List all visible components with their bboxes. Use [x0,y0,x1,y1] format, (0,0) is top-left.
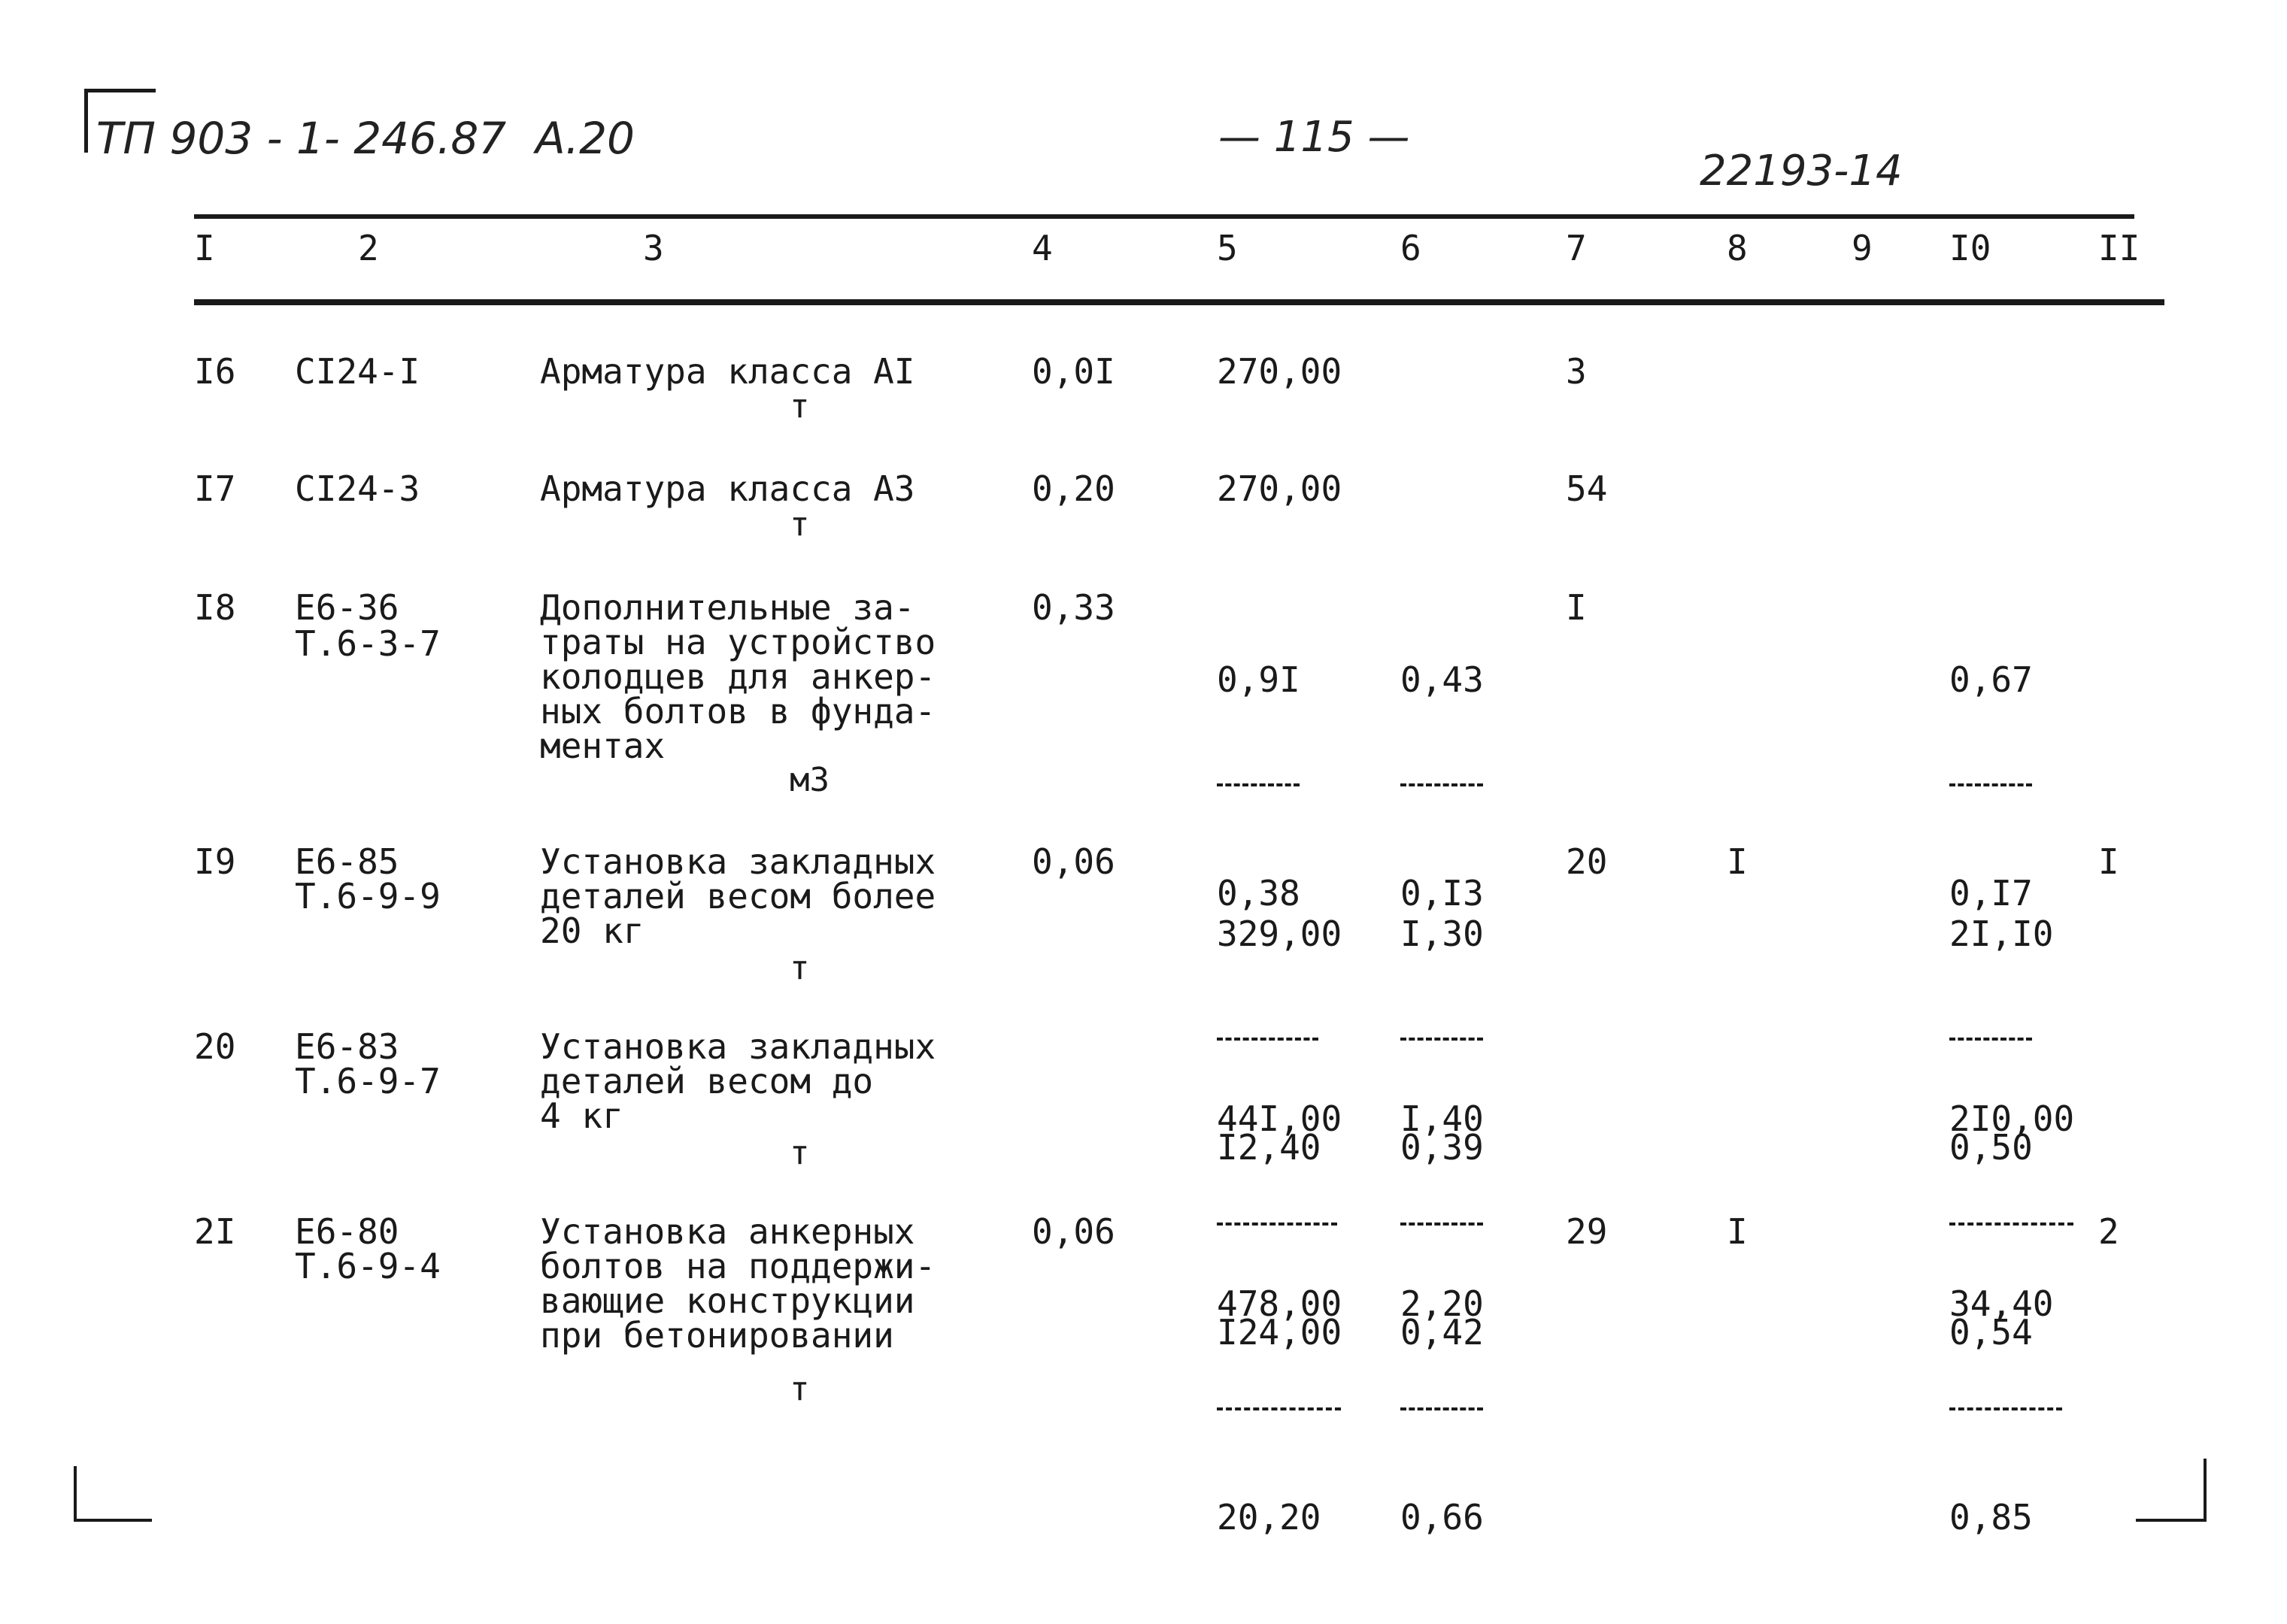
row-col4: 0,06 [1032,841,1115,882]
inventory-number: 22193-14 [1700,147,1903,195]
row-col10-fraction [1949,1213,2062,1607]
fraction-denominator: 0,38 [1217,873,1300,914]
row-code: Е6-85 [295,841,399,882]
fraction-bar [1400,783,1483,786]
row-description: Арматура класса А3 [540,468,915,509]
row-col7: 20 [1566,841,1608,882]
fraction-numerator: 2I0,00 [1949,1098,2075,1139]
fraction-numerator: 329,00 [1217,914,1342,954]
row-col4: 0,33 [1032,587,1115,628]
row-col5-fraction [1217,1213,1342,1607]
row-description: деталей весом более [540,876,936,917]
row-description: Дополнительные за- [540,587,915,628]
row-col4: 0,06 [1032,1211,1115,1252]
row-description: колодцев для анкер- [540,656,936,697]
row-code-table: Т.6-9-4 [295,1246,441,1286]
fraction-numerator: 44I,00 [1217,1098,1342,1139]
col-header-1: I [194,228,215,268]
fraction-denominator: 0,50 [1949,1127,2033,1168]
row-col4: 0,0I [1032,351,1115,392]
doc-code: ТП 903 - 1- 246.87 [96,113,507,164]
fraction-denominator: 0,66 [1400,1497,1484,1538]
row-col8: I [1727,1211,1748,1252]
row-number: I6 [194,351,236,392]
fraction-denominator: 0,42 [1400,1312,1484,1353]
row-code: CI24-I [295,351,420,392]
album-number: А.20 [535,113,635,164]
col-header-9: 9 [1852,228,1873,268]
row-description: деталей весом до [540,1061,874,1101]
col-header-11: II [2098,228,2140,268]
frame-corner-bottom-left [74,1466,152,1522]
row-col5: 270,00 [1217,351,1342,392]
fraction-bar [1400,1407,1483,1410]
row-description: Установка анкерных [540,1211,915,1252]
row-description: болтов на поддержи- [540,1246,936,1286]
row-unit: м3 [790,761,830,799]
row-code: CI24-3 [295,468,420,509]
row-description: Установка закладных [540,841,936,882]
fraction-bar [1949,1407,2062,1410]
row-code-table: Т.6-3-7 [295,623,441,664]
row-code: Е6-36 [295,587,399,628]
fraction-numerator: 34,40 [1949,1283,2054,1324]
col-header-7: 7 [1566,228,1587,268]
col-header-3: 3 [643,228,664,268]
row-col7: 54 [1566,468,1608,509]
row-number: 20 [194,1026,236,1067]
row-description: 4 кг [540,1095,623,1136]
fraction-numerator: 0,43 [1400,659,1484,700]
col-header-4: 4 [1032,228,1053,268]
col-header-8: 8 [1727,228,1748,268]
fraction-bar [1949,783,2032,786]
fraction-numerator: 0,9I [1217,659,1300,700]
row-unit: т [790,1370,810,1408]
row-col8: I [1727,841,1748,882]
fraction-denominator: 0,54 [1949,1312,2033,1353]
row-unit: т [790,1134,810,1172]
table-top-rule [194,214,2134,219]
row-col6-fraction [1400,1213,1484,1607]
row-col11: 2 [2098,1211,2119,1252]
fraction-bar [1217,1407,1341,1410]
fraction-denominator: 0,I7 [1949,873,2033,914]
row-number: 2I [194,1211,236,1252]
row-col4: 0,20 [1032,468,1115,509]
fraction-numerator: I,30 [1400,914,1484,954]
col-header-5: 5 [1217,228,1238,268]
row-code: Е6-80 [295,1211,399,1252]
table-header-rule [194,299,2164,305]
row-unit: т [790,387,810,426]
row-col7: 3 [1566,351,1587,392]
fraction-numerator: I,40 [1400,1098,1484,1139]
fraction-numerator: 478,00 [1217,1283,1342,1324]
row-number: I9 [194,841,236,882]
fraction-numerator: 2,20 [1400,1283,1484,1324]
row-col7: I [1566,587,1587,628]
fraction-denominator: 0,I3 [1400,873,1484,914]
row-col5: 270,00 [1217,468,1342,509]
row-unit: т [790,949,810,987]
page-number: — 115 — [1218,113,1410,162]
row-description: ных болтов в фунда- [540,691,936,732]
fraction-bar [1217,783,1300,786]
row-description: при бетонировании [540,1315,894,1356]
row-col11: I [2098,841,2119,882]
row-code: Е6-83 [295,1026,399,1067]
fraction-denominator: 0,39 [1400,1127,1484,1168]
row-number: I7 [194,468,236,509]
row-unit: т [790,505,810,544]
row-code-table: Т.6-9-9 [295,876,441,917]
fraction-numerator: 0,67 [1949,659,2033,700]
col-header-6: 6 [1400,228,1421,268]
row-description: Установка закладных [540,1026,936,1067]
fraction-denominator: I24,00 [1217,1312,1342,1353]
row-description: Арматура класса АI [540,351,915,392]
row-description: ментах [540,726,666,766]
row-code-table: Т.6-9-7 [295,1061,441,1101]
fraction-denominator: 0,85 [1949,1497,2033,1538]
row-number: I8 [194,587,236,628]
col-header-10: I0 [1949,228,1991,268]
fraction-numerator: 2I,I0 [1949,914,2054,954]
frame-corner-bottom-right [2136,1459,2207,1522]
fraction-denominator: I2,40 [1217,1127,1321,1168]
row-description: вающие конструкции [540,1280,915,1321]
row-description: 20 кг [540,910,645,951]
row-description: траты на устройство [540,622,936,662]
fraction-denominator: 20,20 [1217,1497,1321,1538]
row-col7: 29 [1566,1211,1608,1252]
col-header-2: 2 [358,228,379,268]
